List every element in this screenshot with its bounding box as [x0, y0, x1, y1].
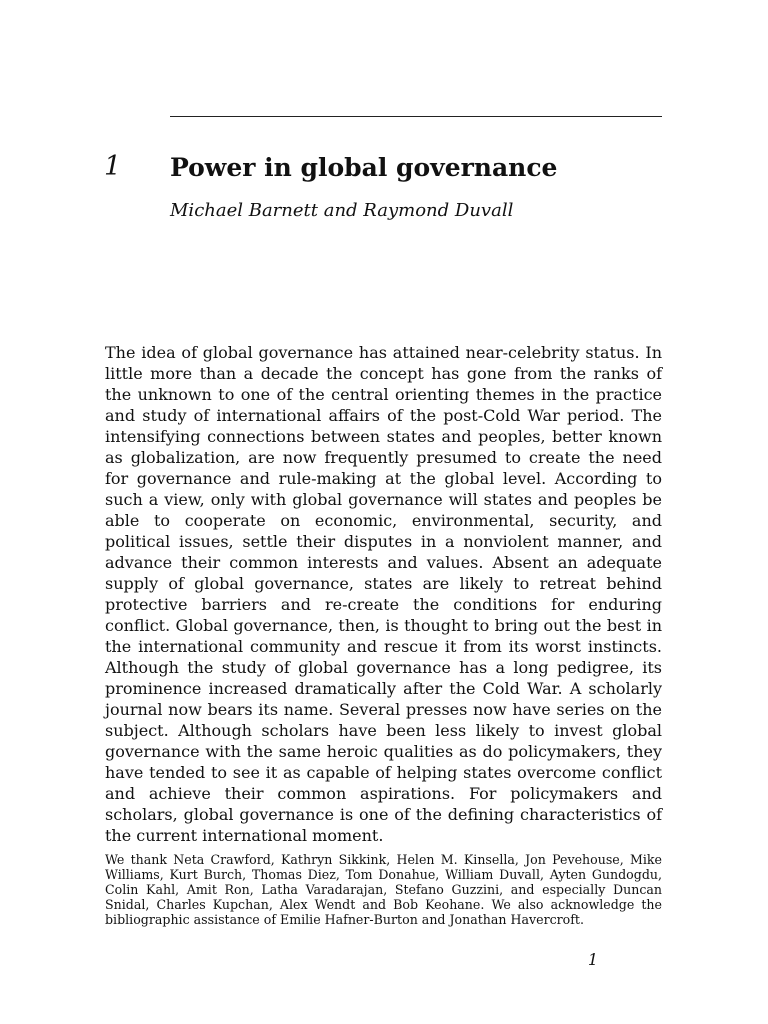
body-paragraph: The idea of global governance has attained near-celebrity status. In little more than a decade the concept has gone from the ranks of the unknown to one of the central orienting themes in the practice and study of international affairs of the post-Cold War period. The intensifying connections between states and peoples, better known as globalization, are now frequently presumed to create the need for governance and rule-making at the global level. According to such a view, only with global governance will states and peoples be able to cooperate on economic, environmental, security, and political issues, settle their disputes in a nonviolent manner, and advance their common interests and values. Absent an adequate supply of global governance, states are likely to retreat behind protective barriers and re-create the conditions for enduring conflict. Global governance, then, is thought to bring out the best in the international community and rescue it from its worst instincts. Although the study of global governance has a long pedigree, its prominence increased dramatically after the Cold War. A scholarly journal now bears its name. Several presses now have series on the subject. Although scholars have been less likely to invest global governance with the same heroic qualities as do policymakers, they have tended to see it as capable of helping states overcome conflict and achieve their common aspirations. For policymakers and scholars, global governance is one of the defining characteristics of the current international moment.: [105, 343, 662, 845]
page-number: 1: [587, 950, 599, 969]
chapter-title: Power in global governance: [170, 153, 558, 182]
chapter-number: 1: [104, 151, 122, 182]
chapter-authors: Michael Barnett and Raymond Duvall: [170, 200, 514, 221]
acknowledgement-footnote: We thank Neta Crawford, Kathryn Sikkink, Helen M. Kinsella, Jon Pevehouse, Mike Williams, Kurt Burch, Thomas Diez, Tom Donahue, William Duvall, Ayten Gundogdu, Colin Kahl, Amit Ron, Latha Varadarajan, Stefano Guzzini, and especially Duncan Snidal, Charles Kupchan, Alex Wendt and Bob Keohane. We also acknowledge the bibliographic assistance of Emilie Hafner-Burton and Jonathan Havercroft.: [105, 852, 662, 927]
header-rule: [170, 116, 662, 117]
